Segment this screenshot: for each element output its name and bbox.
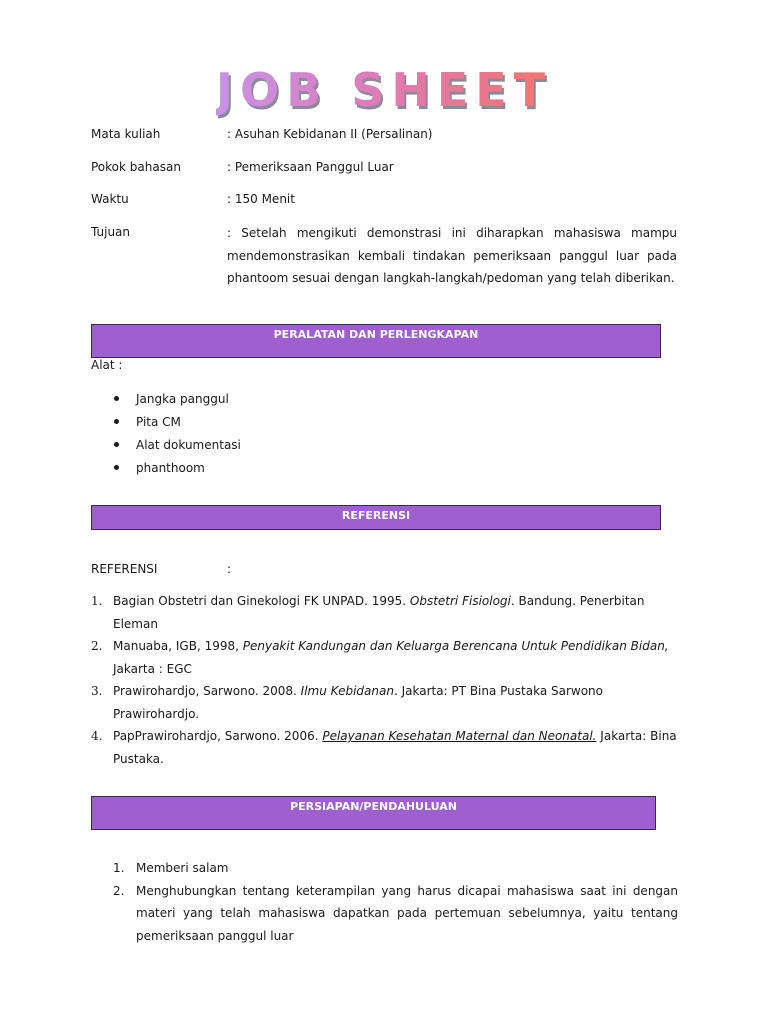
tujuan-value: : Setelah mengikuti demonstrasi ini diharapkan mahasiswa mampu mendemonstrasikan kembali tindakan pemeriksaan panggul luar pada phantoom sesuai dengan langkah-langkah/pedoman yang telah diberikan. <box>227 226 677 285</box>
section-referensi-label: REFERENSI <box>341 509 411 522</box>
list-item: 3. Prawirohardjo, Sarwono. 2008. Ilmu Kebidanan. Jakarta: PT Bina Pustaka Sarwono Prawirohardjo. <box>91 684 604 721</box>
page-title: JOB SHEET <box>215 63 553 117</box>
pokok-bahasan-label: Pokok bahasan <box>91 160 181 174</box>
list-item: phanthoom <box>91 457 241 480</box>
list-item: 2. Menghubungkan tentang keterampilan yang harus dicapai mahasiswa saat ini dengan materi yang telah mahasiswa dapatkan pada pertemuan sebelumnya, yaitu tentang pemeriksaan panggul luar <box>113 883 678 943</box>
list-item: 1. Memberi salam <box>113 861 229 875</box>
section-persiapan <box>91 796 656 830</box>
list-item: 4. PapPrawirohardjo, Sarwono. 2006. Pelayanan Kesehatan Maternal dan Neonatal. Jakarta: Bina Pustaka. <box>91 729 677 766</box>
section-peralatan-label: PERALATAN DAN PERLENGKAPAN <box>273 328 479 341</box>
list-item: Pita CM <box>91 411 241 434</box>
section-referensi <box>91 505 661 530</box>
section-peralatan <box>91 324 661 358</box>
mata-kuliah-label: Mata kuliah <box>91 127 161 141</box>
referensi-label: REFERENSI <box>91 562 158 576</box>
waktu-value: : 150 Menit <box>227 192 295 206</box>
referensi-list <box>91 590 681 770</box>
list-item: Alat dokumentasi <box>91 434 241 457</box>
referensi-colon: : <box>227 562 232 576</box>
tujuan-label: Tujuan <box>91 225 131 239</box>
section-persiapan-label: PERSIAPAN/PENDAHULUAN <box>290 800 457 813</box>
list-item: 1. Bagian Obstetri dan Ginekologi FK UNPAD. 1995. Obstetri Fisiologi. Bandung. Penerbitan Eleman <box>91 594 645 631</box>
list-item: 2. Manuaba, IGB, 1998, Penyakit Kandungan dan Keluarga Berencana Untuk Pendidikan Bidan, Jakarta : EGC <box>91 639 669 676</box>
persiapan-list <box>113 857 678 947</box>
alat-label: Alat : <box>91 358 123 372</box>
waktu-label: Waktu <box>91 192 129 206</box>
mata-kuliah-value: : Asuhan Kebidanan II (Persalinan) <box>227 127 433 141</box>
pokok-bahasan-value: : Pemeriksaan Panggul Luar <box>227 160 394 174</box>
alat-list <box>91 388 241 480</box>
list-item: Jangka panggul <box>91 388 241 411</box>
